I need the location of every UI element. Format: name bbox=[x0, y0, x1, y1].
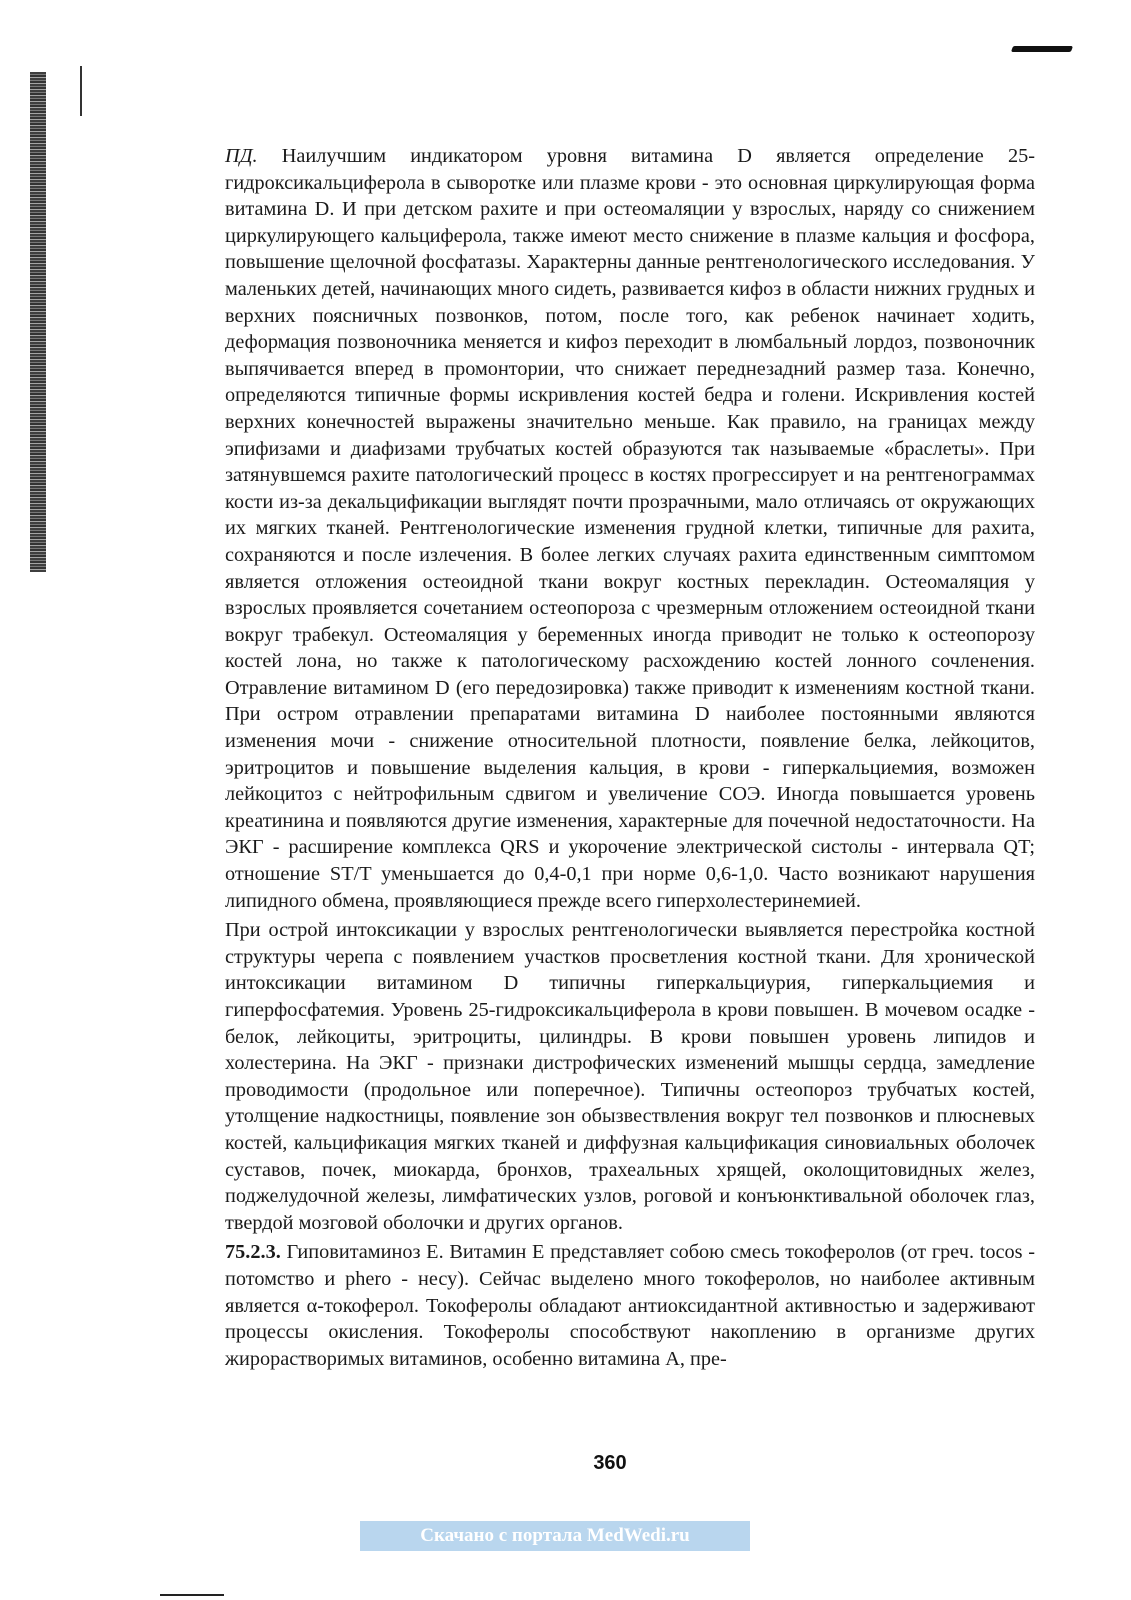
paragraph-1 bbox=[225, 143, 1035, 914]
paragraph-3-text: Гиповитаминоз Е. Витамин Е представляет собою смесь токоферолов (от греч. tocos - потомство и phero - несу). Сейчас выделено много токоферолов, но наиболее активным является α-токоферол. Токоферолы обладают антиоксидантной активностью и задерживают процессы окисления. Токоферолы способствуют накоплению в организме других жирорастворимых витаминов, особенно витамина А, пре- bbox=[225, 1241, 1035, 1370]
page-body bbox=[225, 143, 1035, 1372]
paragraph-1-text: Наилучшим индикатором уровня витамина D является определение 25-гидроксикальциферола в сыворотке или плазме крови - это основная циркулирующая форма витамина D. И при детском рахите и при остеомаляции у взрослых, наряду со снижением циркулирующего кальциферола, также имеют место снижение в плазме кальция и фосфора, повышение щелочной фосфатазы. Характерны данные рентгенологического исследования. У маленьких детей, начинающих много сидеть, развивается кифоз в области нижних грудных и верхних поясничных позвонков, потом, после того, как ребенок начинает ходить, деформация позвоночника меняется и кифоз переходит в люмбальный лордоз, позвоночник выпячивается вперед в промонтории, что снижает переднезадний размер таза. Конечно, определяются типичные формы искривления костей бедра и голени. Искривления костей верхних конечностей выражены значительно меньше. Как правило, на границах между эпифизами и диафизами трубчатых костей образуются так называемые «браслеты». При затянувшемся рахите патологический процесс в костях прогрессирует и на рентгенограммах кости из-за декальцификации выглядят почти прозрачными, мало отличаясь от окружающих их мягких тканей. Рентгенологические изменения грудной клетки, типичные для рахита, сохраняются и после излечения. В более легких случаях рахита единственным симптомом является отложения остеоидной ткани вокруг костных перекладин. Остеомаляция у взрослых проявляется сочетанием остеопороза с чрезмерным отложением остеоидной ткани вокруг трабекул. Остеомаляция у беременных иногда приводит не только к остеопорозу костей лона, но также к патологическому расхождению костей лонного сочленения. Отравление витамином D (его передозировка) также приводит к изменениям костной ткани. При остром отравлении препаратами витамина D наиболее постоянными являются изменения мочи - снижение относительной плотности, появление белка, лейкоцитов, эритроцитов и повышение выделения кальция, в крови - гиперкальциемия, возможен лейкоцитоз с нейтрофильным сдвигом и увеличение СОЭ. Иногда повышается уровень креатинина и появляются другие изменения, характерные для почечной недостаточности. На ЭКГ - расширение комплекса QRS и укорочение электрической систолы - интервала QT; отношение ST/T уменьшается до 0,4-0,1 при норме 0,6-1,0. Часто возникают нарушения липидного обмена, проявляющиеся прежде всего гиперхолестеринемией. bbox=[225, 145, 1035, 912]
paragraph-2-text: При острой интоксикации у взрослых рентгенологически выявляется перестройка костной структуры черепа с появлением участков просветления костной ткани. Для хронической интоксикации витамином D типичны гиперкальциурия, гиперкальциемия и гиперфосфатемия. Уровень 25-гидроксикальциферола в крови повышен. В мочевом осадке - белок, лейкоциты, эритроциты, цилиндры. В крови повышен уровень липидов и холестерина. На ЭКГ - признаки дистрофических изменений мышцы сердца, замедление проводимости (продольное или поперечное). Типичны остеопороз трубчатых костей, утолщение надкостницы, появление зон обызвествления вокруг тел позвонков и плюсневых костей, кальцификация мягких тканей и диффузная кальцификация синовиальных оболочек суставов, почек, миокарда, бронхов, трахеальных хрящей, околощитовидных желез, поджелудочной железы, лимфатических узлов, роговой и конъюнктивальной оболочек глаз, твердой мозговой оболочки и других органов. bbox=[225, 919, 1035, 1234]
bottom-ink-mark bbox=[160, 1594, 224, 1596]
paragraph-2 bbox=[225, 917, 1035, 1236]
paragraph-3 bbox=[225, 1239, 1035, 1372]
page-number: 360 bbox=[593, 1452, 627, 1474]
download-watermark: Скачано с портала MedWedi.ru bbox=[360, 1521, 750, 1551]
scan-edge-line bbox=[80, 66, 82, 116]
paragraph-lead-label: ПД. bbox=[225, 145, 258, 167]
corner-ink-mark bbox=[1011, 46, 1073, 52]
section-number: 75.2.3. bbox=[225, 1241, 281, 1264]
scan-edge-artifact bbox=[30, 72, 46, 572]
